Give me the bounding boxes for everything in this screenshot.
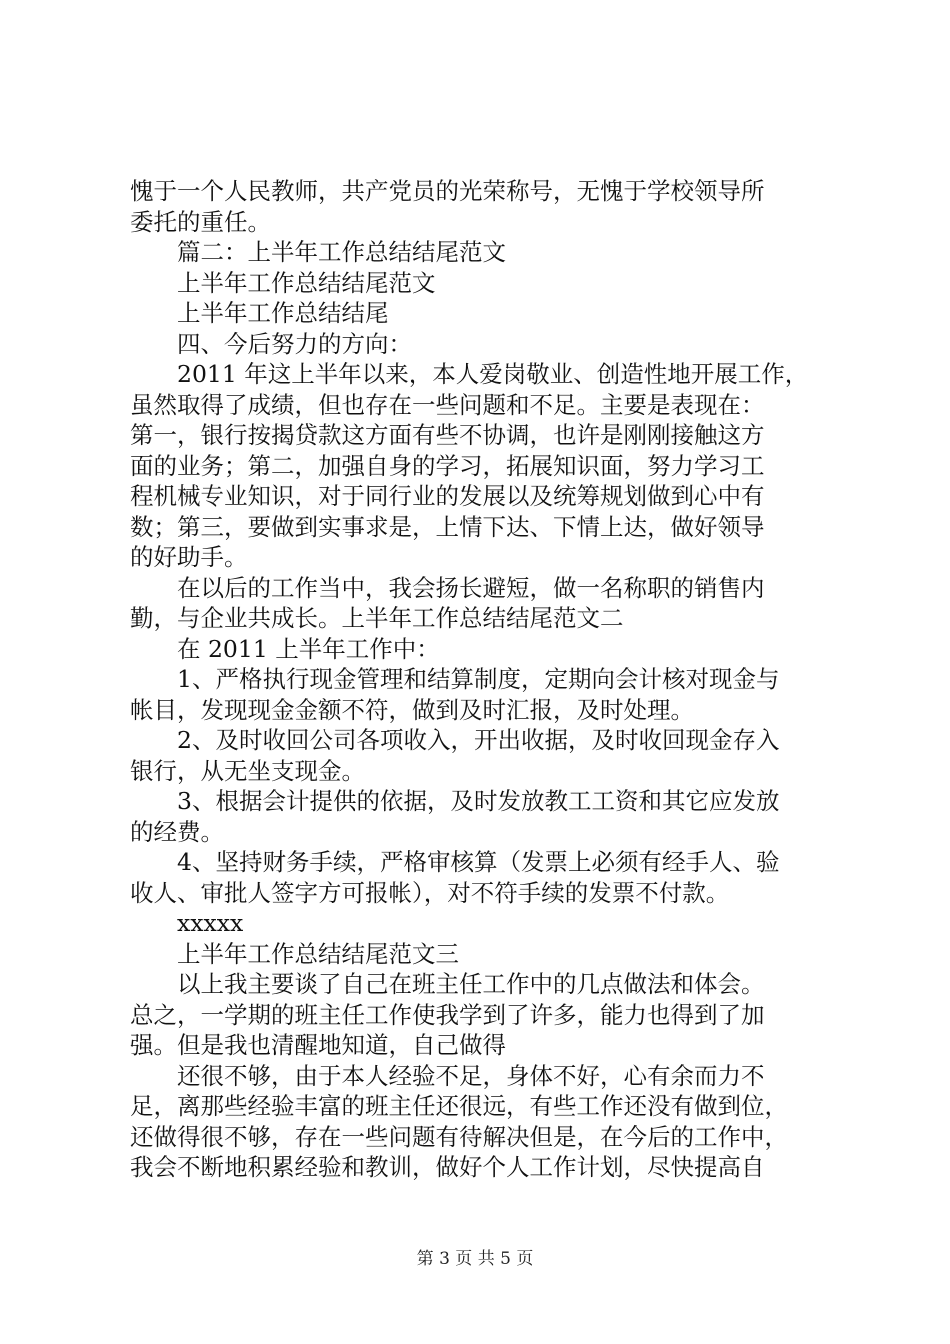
text-line: 还做得很不够，存在一些问题有待解决但是，在今后的工作中， bbox=[130, 1122, 788, 1151]
text-line: 总之，一学期的班主任工作使我学到了许多，能力也得到了加 bbox=[130, 1000, 765, 1029]
text-line: 虽然取得了成绩，但也存在一些问题和不足。主要是表现在： bbox=[130, 390, 765, 419]
text-line: 还很不够，由于本人经验不足，身体不好，心有余而力不 bbox=[177, 1061, 765, 1090]
text-line: 帐目，发现现金金额不符，做到及时汇报，及时处理。 bbox=[130, 695, 694, 724]
text-line: 程机械专业知识，对于同行业的发展以及统筹规划做到心中有 bbox=[130, 482, 765, 510]
text-line: 篇二：上半年工作总结结尾范文 bbox=[177, 238, 506, 266]
text-line: 第一，银行按揭贷款这方面有些不协调，也许是刚刚接触这方 bbox=[130, 421, 765, 449]
text-line: 4、坚持财务手续，严格审核算（发票上必须有经手人、验 bbox=[177, 848, 780, 876]
text-line: 银行，从无坐支现金。 bbox=[130, 756, 365, 785]
text-line: 1、严格执行现金管理和结算制度，定期向会计核对现金与 bbox=[177, 665, 780, 693]
text-line: 面的业务；第二，加强自身的学习，拓展知识面，努力学习工 bbox=[130, 451, 765, 480]
text-line: 在 2011 上半年工作中： bbox=[177, 634, 440, 663]
text-line: 3、根据会计提供的依据，及时发放教工工资和其它应发放 bbox=[177, 787, 780, 815]
text-line: 在以后的工作当中，我会扬长避短，做一名称职的销售内 bbox=[177, 573, 765, 602]
text-line: 收人、审批人签字方可报帐），对不符手续的发票不付款。 bbox=[130, 878, 730, 907]
text-line: 我会不断地积累经验和教训，做好个人工作计划，尽快提高自 bbox=[130, 1153, 765, 1181]
text-line: 以上我主要谈了自己在班主任工作中的几点做法和体会。 bbox=[177, 970, 765, 998]
text-line: 愧于一个人民教师，共产党员的光荣称号，无愧于学校领导所 bbox=[130, 177, 765, 205]
text-line: 的好助手。 bbox=[130, 543, 248, 571]
text-line: 的经费。 bbox=[130, 817, 224, 846]
text-line: 强。但是我也清醒地知道，自己做得 bbox=[130, 1031, 506, 1059]
document-body bbox=[130, 176, 830, 1183]
text-line: 上半年工作总结结尾范文 bbox=[177, 268, 436, 297]
text-line: 数；第三，要做到实事求是，上情下达、下情上达，做好领导 bbox=[130, 512, 765, 541]
text-line: 足，离那些经验丰富的班主任还很远，有些工作还没有做到位， bbox=[130, 1092, 788, 1120]
page-number-footer: 第 3 页 共 5 页 bbox=[416, 1249, 534, 1269]
text-line: 2、及时收回公司各项收入，开出收据，及时收回现金存入 bbox=[177, 726, 780, 754]
text-line: xxxxx bbox=[177, 909, 244, 937]
text-line: 2011 年这上半年以来，本人爱岗敬业、创造性地开展工作， bbox=[177, 360, 809, 388]
text-line: 委托的重任。 bbox=[130, 207, 271, 236]
text-line: 四、今后努力的方向： bbox=[177, 329, 412, 358]
text-line: 上半年工作总结结尾范文三 bbox=[177, 939, 459, 968]
text-line: 上半年工作总结结尾 bbox=[177, 299, 389, 327]
text-line: 勤，与企业共成长。上半年工作总结结尾范文二 bbox=[130, 604, 624, 632]
